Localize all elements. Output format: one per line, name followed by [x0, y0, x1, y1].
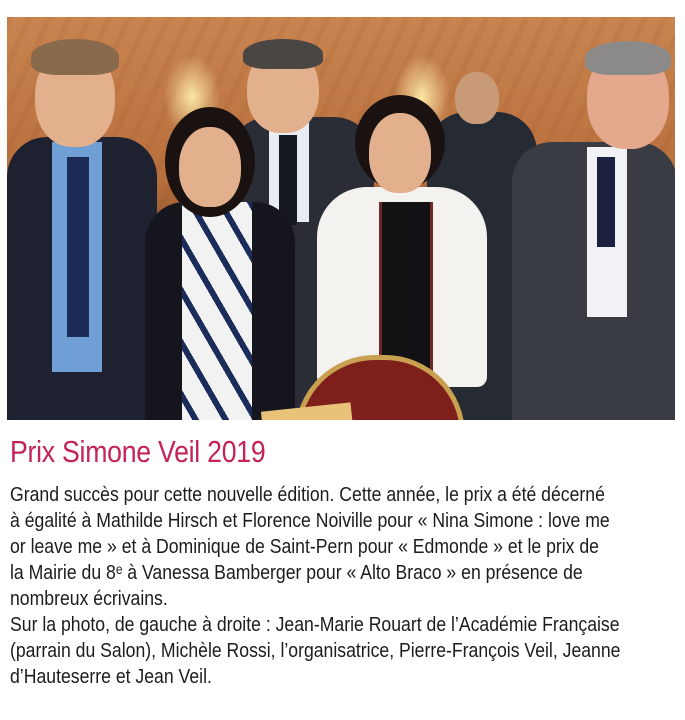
body-line: Grand succès pour cette nouvelle édition. Cette année, le prix a été décerné: [10, 483, 605, 506]
article-title: Prix Simone Veil 2019: [10, 434, 266, 469]
person-1-tie: [67, 157, 89, 337]
person-3-hair: [243, 39, 323, 69]
caption-line: d’Hauteserre et Jean Veil.: [10, 665, 212, 688]
background-guest-head: [455, 72, 499, 124]
body-line: à égalité à Mathilde Hirsch et Florence Noiville pour « Nina Simone : love me: [10, 509, 610, 532]
person-2-scarf: [182, 202, 252, 420]
event-photo: [7, 17, 675, 420]
person-4-top: [379, 202, 433, 372]
person-2-head: [179, 127, 241, 207]
person-5-hair: [585, 41, 671, 75]
article-body: [10, 482, 672, 690]
caption-line: (parrain du Salon), Michèle Rossi, l’organisatrice, Pierre-François Veil, Jeanne: [10, 639, 621, 662]
body-line: la Mairie du 8ᵉ à Vanessa Bamberger pour « Alto Braco » en présence de: [10, 561, 583, 584]
person-5-tie: [597, 157, 615, 247]
caption-line: Sur la photo, de gauche à droite : Jean-Marie Rouart de l’Académie Française: [10, 613, 620, 636]
body-line: or leave me » et à Dominique de Saint-Pern pour « Edmonde » et le prix de: [10, 535, 599, 558]
person-4-head: [369, 113, 431, 193]
body-line: nombreux écrivains.: [10, 587, 168, 610]
person-1-hair: [31, 39, 119, 75]
